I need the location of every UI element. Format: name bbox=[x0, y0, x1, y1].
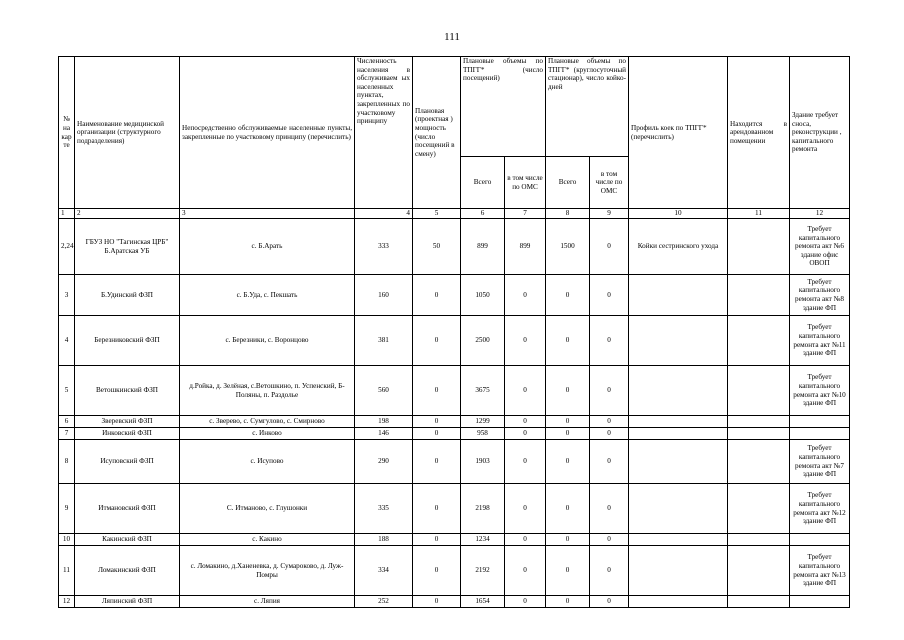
cell-num: 10 bbox=[59, 534, 75, 546]
cell-visits-oms: 0 bbox=[505, 428, 546, 440]
table-row bbox=[59, 416, 850, 428]
cell-stat-total: 1500 bbox=[546, 219, 590, 275]
cell-capacity: 0 bbox=[413, 416, 461, 428]
header-visits-total: Всего bbox=[461, 157, 505, 209]
cell-building bbox=[790, 428, 850, 440]
cell-visits-total: 3675 bbox=[461, 366, 505, 416]
cell-rented bbox=[728, 275, 790, 316]
cell-stat-oms: 0 bbox=[590, 534, 629, 546]
column-number: 6 bbox=[461, 209, 505, 219]
table-row bbox=[59, 428, 850, 440]
cell-stat-oms: 0 bbox=[590, 484, 629, 534]
cell-org: Березниковский ФЗП bbox=[75, 316, 180, 366]
table-row bbox=[59, 275, 850, 316]
column-number: 11 bbox=[728, 209, 790, 219]
cell-beds-profile: Койки сестринского ухода bbox=[629, 219, 728, 275]
table-row bbox=[59, 596, 850, 608]
cell-beds-profile bbox=[629, 366, 728, 416]
column-number: 9 bbox=[590, 209, 629, 219]
cell-stat-oms: 0 bbox=[590, 416, 629, 428]
cell-stat-oms: 0 bbox=[590, 440, 629, 484]
page-number: 111 bbox=[444, 31, 460, 43]
cell-org: Ветошкинский ФЗП bbox=[75, 366, 180, 416]
cell-building: Требует капитального ремонта акт №11 здание ФП bbox=[790, 316, 850, 366]
cell-served: С. Итманово, с. Глушонки bbox=[180, 484, 355, 534]
header-visits-oms: в том числе по ОМС bbox=[505, 157, 546, 209]
cell-population: 560 bbox=[355, 366, 413, 416]
facilities-table bbox=[58, 56, 850, 608]
cell-building bbox=[790, 596, 850, 608]
header-rented: Находится в арендованном помещении bbox=[728, 57, 790, 209]
cell-beds-profile bbox=[629, 534, 728, 546]
cell-building: Требует капитального ремонта акт №10 здание ФП bbox=[790, 366, 850, 416]
cell-org: Инковский ФЗП bbox=[75, 428, 180, 440]
cell-stat-oms: 0 bbox=[590, 596, 629, 608]
cell-capacity: 0 bbox=[413, 428, 461, 440]
header-capacity: Плановая (проектная ) мощность (число посещений в смену) bbox=[413, 57, 461, 209]
cell-rented bbox=[728, 416, 790, 428]
cell-org: Ляпинский ФЗП bbox=[75, 596, 180, 608]
cell-visits-oms: 0 bbox=[505, 416, 546, 428]
cell-building: Требует капитального ремонта акт №6 здание офис ОВОП bbox=[790, 219, 850, 275]
column-number: 4 bbox=[355, 209, 413, 219]
cell-stat-total: 0 bbox=[546, 546, 590, 596]
column-number-row bbox=[59, 209, 850, 219]
cell-served: с. Исупово bbox=[180, 440, 355, 484]
column-number: 2 bbox=[75, 209, 180, 219]
cell-building: Требует капитального ремонта акт №13 здание ФП bbox=[790, 546, 850, 596]
cell-stat-oms: 0 bbox=[590, 366, 629, 416]
cell-beds-profile bbox=[629, 428, 728, 440]
cell-stat-total: 0 bbox=[546, 440, 590, 484]
cell-org: Ломакинский ФЗП bbox=[75, 546, 180, 596]
cell-num: 8 bbox=[59, 440, 75, 484]
table-row bbox=[59, 366, 850, 416]
header-ptgg-stationary: Плановые объемы по ТПГГ* (круглосуточный стационар), число койко-дней bbox=[546, 57, 629, 157]
column-number: 8 bbox=[546, 209, 590, 219]
cell-building bbox=[790, 416, 850, 428]
cell-served: с. Б.Арать bbox=[180, 219, 355, 275]
cell-org: Исуповский ФЗП bbox=[75, 440, 180, 484]
cell-org: ГБУЗ НО "Тагинская ЦРБ" Б.Аратская УБ bbox=[75, 219, 180, 275]
cell-rented bbox=[728, 484, 790, 534]
cell-building: Требует капитального ремонта акт №8 здание ФП bbox=[790, 275, 850, 316]
header-num: № на кар те bbox=[59, 57, 75, 209]
cell-visits-total: 958 bbox=[461, 428, 505, 440]
cell-population: 188 bbox=[355, 534, 413, 546]
cell-served: с. Ляпия bbox=[180, 596, 355, 608]
cell-capacity: 0 bbox=[413, 275, 461, 316]
cell-org: Зверевский ФЗП bbox=[75, 416, 180, 428]
cell-visits-total: 2192 bbox=[461, 546, 505, 596]
cell-rented bbox=[728, 596, 790, 608]
header-row bbox=[59, 57, 850, 157]
cell-capacity: 50 bbox=[413, 219, 461, 275]
cell-rented bbox=[728, 219, 790, 275]
cell-beds-profile bbox=[629, 275, 728, 316]
column-number: 3 bbox=[180, 209, 355, 219]
cell-visits-oms: 0 bbox=[505, 534, 546, 546]
table-row bbox=[59, 534, 850, 546]
table-row bbox=[59, 546, 850, 596]
cell-population: 333 bbox=[355, 219, 413, 275]
cell-visits-total: 1654 bbox=[461, 596, 505, 608]
cell-num: 3 bbox=[59, 275, 75, 316]
cell-stat-oms: 0 bbox=[590, 546, 629, 596]
cell-rented bbox=[728, 546, 790, 596]
cell-stat-total: 0 bbox=[546, 428, 590, 440]
column-number: 12 bbox=[790, 209, 850, 219]
cell-stat-oms: 0 bbox=[590, 316, 629, 366]
cell-beds-profile bbox=[629, 596, 728, 608]
cell-capacity: 0 bbox=[413, 534, 461, 546]
cell-org: Какинский ФЗП bbox=[75, 534, 180, 546]
table-row bbox=[59, 484, 850, 534]
cell-visits-total: 899 bbox=[461, 219, 505, 275]
cell-stat-total: 0 bbox=[546, 596, 590, 608]
cell-served: с. Б.Уда, с. Пекшать bbox=[180, 275, 355, 316]
cell-served: с. Инково bbox=[180, 428, 355, 440]
cell-served: с. Ломакино, д.Ханеневка, д. Сумароково, д. Луж-Помры bbox=[180, 546, 355, 596]
cell-capacity: 0 bbox=[413, 596, 461, 608]
cell-served: д.Ройка, д. Зелёная, с.Ветошкино, п. Успенский, Б-Поляны, п. Раздолье bbox=[180, 366, 355, 416]
header-served: Непосредственно обслуживаемые населенные пункты, закрепленные по участковому принципу (перечислить) bbox=[180, 57, 355, 209]
header-building: Здание требует сноса, реконструкции , капитального ремонта bbox=[790, 57, 850, 209]
cell-stat-total: 0 bbox=[546, 316, 590, 366]
cell-num: 11 bbox=[59, 546, 75, 596]
cell-rented bbox=[728, 534, 790, 546]
cell-visits-total: 2198 bbox=[461, 484, 505, 534]
cell-population: 252 bbox=[355, 596, 413, 608]
cell-capacity: 0 bbox=[413, 316, 461, 366]
cell-served: с. Березники, с. Воронцово bbox=[180, 316, 355, 366]
cell-beds-profile bbox=[629, 316, 728, 366]
cell-visits-total: 1903 bbox=[461, 440, 505, 484]
cell-capacity: 0 bbox=[413, 546, 461, 596]
cell-stat-total: 0 bbox=[546, 416, 590, 428]
cell-visits-total: 1234 bbox=[461, 534, 505, 546]
cell-visits-oms: 0 bbox=[505, 275, 546, 316]
cell-num: 4 bbox=[59, 316, 75, 366]
cell-capacity: 0 bbox=[413, 366, 461, 416]
header-ptgg-visits: Плановые объемы по ТПГГ* (число посещений) bbox=[461, 57, 546, 157]
cell-num: 9 bbox=[59, 484, 75, 534]
cell-building: Требует капитального ремонта акт №12 здание ФП bbox=[790, 484, 850, 534]
cell-stat-oms: 0 bbox=[590, 275, 629, 316]
table-row bbox=[59, 219, 850, 275]
cell-rented bbox=[728, 316, 790, 366]
cell-org: Б.Удинский ФЗП bbox=[75, 275, 180, 316]
cell-stat-oms: 0 bbox=[590, 219, 629, 275]
cell-beds-profile bbox=[629, 484, 728, 534]
cell-num: 12 bbox=[59, 596, 75, 608]
cell-num: 5 bbox=[59, 366, 75, 416]
cell-capacity: 0 bbox=[413, 440, 461, 484]
cell-population: 290 bbox=[355, 440, 413, 484]
cell-beds-profile bbox=[629, 440, 728, 484]
cell-beds-profile bbox=[629, 546, 728, 596]
cell-population: 146 bbox=[355, 428, 413, 440]
cell-building bbox=[790, 534, 850, 546]
cell-visits-oms: 0 bbox=[505, 440, 546, 484]
cell-visits-oms: 0 bbox=[505, 546, 546, 596]
cell-org: Итмановский ФЗП bbox=[75, 484, 180, 534]
cell-rented bbox=[728, 440, 790, 484]
cell-num: 7 bbox=[59, 428, 75, 440]
cell-visits-oms: 0 bbox=[505, 484, 546, 534]
header-stat-total: Всего bbox=[546, 157, 590, 209]
column-number: 1 bbox=[59, 209, 75, 219]
cell-num: 2,24 bbox=[59, 219, 75, 275]
header-stat-oms: в том числе по ОМС bbox=[590, 157, 629, 209]
cell-visits-oms: 0 bbox=[505, 596, 546, 608]
cell-stat-oms: 0 bbox=[590, 428, 629, 440]
cell-rented bbox=[728, 428, 790, 440]
column-number: 10 bbox=[629, 209, 728, 219]
cell-served: с. Какино bbox=[180, 534, 355, 546]
cell-visits-oms: 899 bbox=[505, 219, 546, 275]
cell-num: 6 bbox=[59, 416, 75, 428]
cell-served: с. Зверево, с. Сумгулово, с. Смирново bbox=[180, 416, 355, 428]
cell-population: 160 bbox=[355, 275, 413, 316]
cell-building: Требует капитального ремонта акт №7 здание ФП bbox=[790, 440, 850, 484]
cell-capacity: 0 bbox=[413, 484, 461, 534]
cell-beds-profile bbox=[629, 416, 728, 428]
header-population: Численность населения в обслуживаем ых населенных пунктах, закрепленных по участковому принципу bbox=[355, 57, 413, 209]
cell-stat-total: 0 bbox=[546, 366, 590, 416]
cell-stat-total: 0 bbox=[546, 275, 590, 316]
header-org: Наименование медицинской организации (структурного подразделения) bbox=[75, 57, 180, 209]
cell-visits-total: 2500 bbox=[461, 316, 505, 366]
header-beds-profile: Профиль коек по ТПГГ* (перечислить) bbox=[629, 57, 728, 209]
cell-visits-oms: 0 bbox=[505, 316, 546, 366]
cell-visits-total: 1050 bbox=[461, 275, 505, 316]
column-number: 7 bbox=[505, 209, 546, 219]
cell-population: 198 bbox=[355, 416, 413, 428]
cell-visits-total: 1299 bbox=[461, 416, 505, 428]
cell-population: 335 bbox=[355, 484, 413, 534]
table-row bbox=[59, 316, 850, 366]
table-body bbox=[59, 219, 850, 608]
cell-population: 381 bbox=[355, 316, 413, 366]
column-number: 5 bbox=[413, 209, 461, 219]
cell-stat-total: 0 bbox=[546, 534, 590, 546]
cell-population: 334 bbox=[355, 546, 413, 596]
cell-stat-total: 0 bbox=[546, 484, 590, 534]
cell-rented bbox=[728, 366, 790, 416]
table-row bbox=[59, 440, 850, 484]
cell-visits-oms: 0 bbox=[505, 366, 546, 416]
